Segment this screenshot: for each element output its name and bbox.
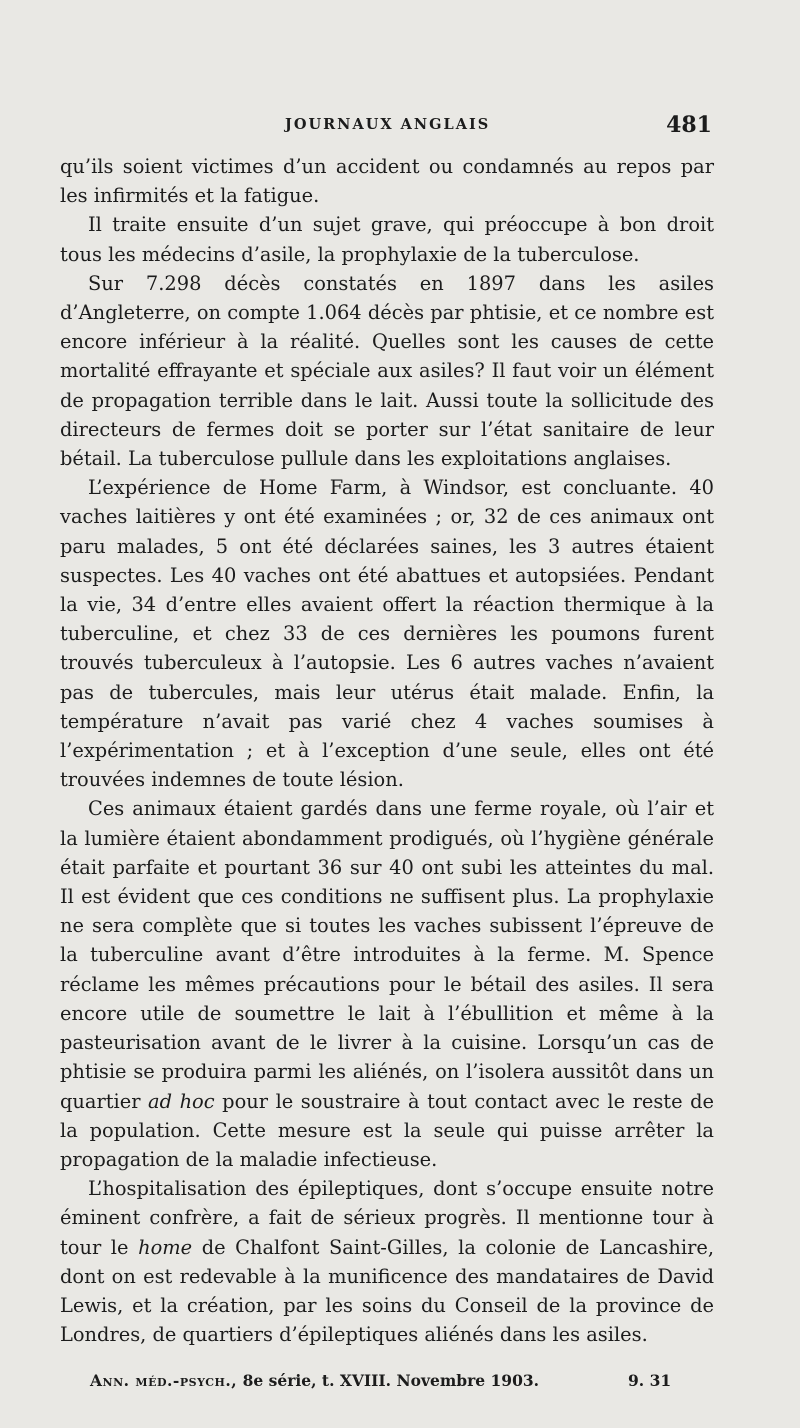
page-number: 481 [666, 112, 712, 138]
footer-signature: 9. 31 [628, 1371, 672, 1390]
footer-series: 8e série, t. XVIII. Novembre 1903. [242, 1371, 540, 1390]
paragraph-6-part-2: de Chalfont Saint-Gilles, la colonie de Lancashire, dont on est redevable à la munificence des mandataires de David Lewis, et la création, par les soins du Conseil de la province de Londres, de quartiers d’épileptiques aliénés dans les asiles. [60, 1235, 714, 1347]
paragraph-5-italic: ad hoc [148, 1089, 215, 1113]
running-head [60, 112, 712, 146]
paragraph-4: L’expérience de Home Farm, à Windsor, est concluante. 40 vaches laitières y ont été examinées ; or, 32 de ces animaux ont paru malades, 5 ont été déclarées saines, les 3 autres étaient suspectes. Les 40 vaches ont été abattues et autopsiées. Pendant la vie, 34 d’entre elles avaient offert la réaction thermique à la tuberculine, et chez 33 de ces dernières les poumons furent trouvés tuberculeux à l’autopsie. Les 6 autres vaches n’avaient pas de tubercules, mais leur utérus était malade. Enfin, la température n’avait pas varié chez 4 vaches soumises à l’expérimentation ; et à l’exception d’une seule, elles ont été trouvées indemnes de toute lésion. [60, 476, 714, 792]
running-title: JOURNAUX ANGLAIS [285, 116, 491, 133]
paragraph-5 [60, 794, 714, 1174]
footer [90, 1371, 690, 1390]
footer-journal: Ann. méd.-psych., [90, 1371, 238, 1390]
paragraph-6 [60, 1174, 714, 1349]
paragraph-2: Il traite ensuite d’un sujet grave, qui préoccupe à bon droit tous les médecins d’asile, la prophylaxie de la tuberculose. [60, 213, 714, 266]
body-text [60, 152, 714, 1349]
paragraph-6-italic: home [138, 1235, 193, 1259]
paragraph-5-part-1: Ces animaux étaient gardés dans une ferme royale, où l’air et la lumière étaient abondamment prodigués, où l’hygiène générale était parfaite et pourtant 36 sur 40 ont subi les atteintes du mal. Il est évident que ces conditions ne suffisent plus. La prophylaxie ne sera complète que si toutes les vaches subissent l’épreuve de la tuberculine avant d’être introduites à la ferme. M. Spence réclame les mêmes précautions pour le bétail des asiles. Il sera encore utile de soumettre le lait à l’ébullition et même à la pasteurisation avant de le livrer à la cuisine. Lorsqu’un cas de phtisie se produira parmi les aliénés, on l’isolera aussitôt dans un quartier [60, 797, 714, 1113]
paragraph-6-part-1: L’hospitalisation des épileptiques, dont s’occupe ensuite notre éminent confrère, a fait de sérieux progrès. Il mentionne tour à tour le [60, 1177, 714, 1259]
paragraph-5-part-2: pour le soustraire à tout contact avec le reste de la population. Cette mesure est la seule qui puisse arrêter la propagation de la maladie infectieuse. [60, 1089, 715, 1171]
paragraph-1: qu’ils soient victimes d’un accident ou condamnés au repos par les infirmités et la fatigue. [60, 155, 714, 208]
paragraph-3: Sur 7.298 décès constatés en 1897 dans les asiles d’Angleterre, on compte 1.064 décès par phtisie, et ce nombre est encore inférieur à la réalité. Quelles sont les causes de cette mortalité effrayante et spéciale aux asiles? Il faut voir un élément de propagation terrible dans le lait. Aussi toute la sollicitude des directeurs de fermes doit se porter sur l’état sanitaire de leur bétail. La tuberculose pullule dans les exploitations anglaises. [60, 271, 714, 471]
